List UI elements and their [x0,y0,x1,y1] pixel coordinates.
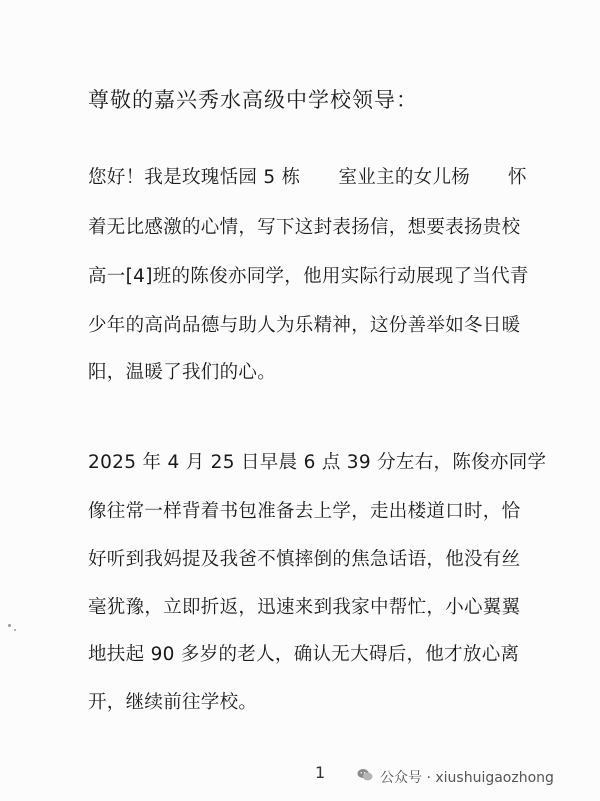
page-number: 1 [315,763,326,782]
line-part-b: 室业主的女儿杨 [338,167,471,188]
paragraph-2-line-3: 好听到我妈提及我爸不慎摔倒的焦急话语，他没有丝 [88,549,521,570]
scan-speck [14,629,16,631]
wechat-watermark [356,766,554,788]
line-part-a: 您好！我是玫瑰恬园 5 栋 [88,167,301,188]
paragraph-2-line-4: 毫犹豫，立即折返，迅速来到我家中帮忙，小心翼翼 [88,597,521,618]
paragraph-2-line-6: 开，继续前往学校。 [88,692,258,713]
paragraph-1-line-3: 高一[4]班的陈俊亦同学，他用实际行动展现了当代青 [88,266,529,287]
line-part-c: 怀 [508,167,527,188]
paragraph-1-line-4: 少年的高尚品德与助人为乐精神，这份善举如冬日暖 [88,315,521,336]
paragraph-2-line-5: 地扶起 90 多岁的老人，确认无大碍后，他才放心离 [88,644,520,665]
paragraph-1-line-2: 着无比感激的心情，写下这封表扬信，想要表扬贵校 [88,217,521,238]
wechat-icon [356,766,374,788]
watermark-text: 公众号 · xiushuigaozhong [380,770,554,786]
paragraph-1-line-5: 阳，温暖了我们的心。 [88,362,277,383]
paragraph-1-line-1 [88,163,527,189]
paragraph-2-line-1: 2025 年 4 月 25 日早晨 6 点 39 分左右，陈俊亦同学 [88,452,547,473]
scan-speck [8,624,11,627]
salutation: 尊敬的嘉兴秀水高级中学校领导： [88,88,418,112]
paragraph-2-line-2: 像往常一样背着书包准备去上学，走出楼道口时，恰 [88,501,521,522]
